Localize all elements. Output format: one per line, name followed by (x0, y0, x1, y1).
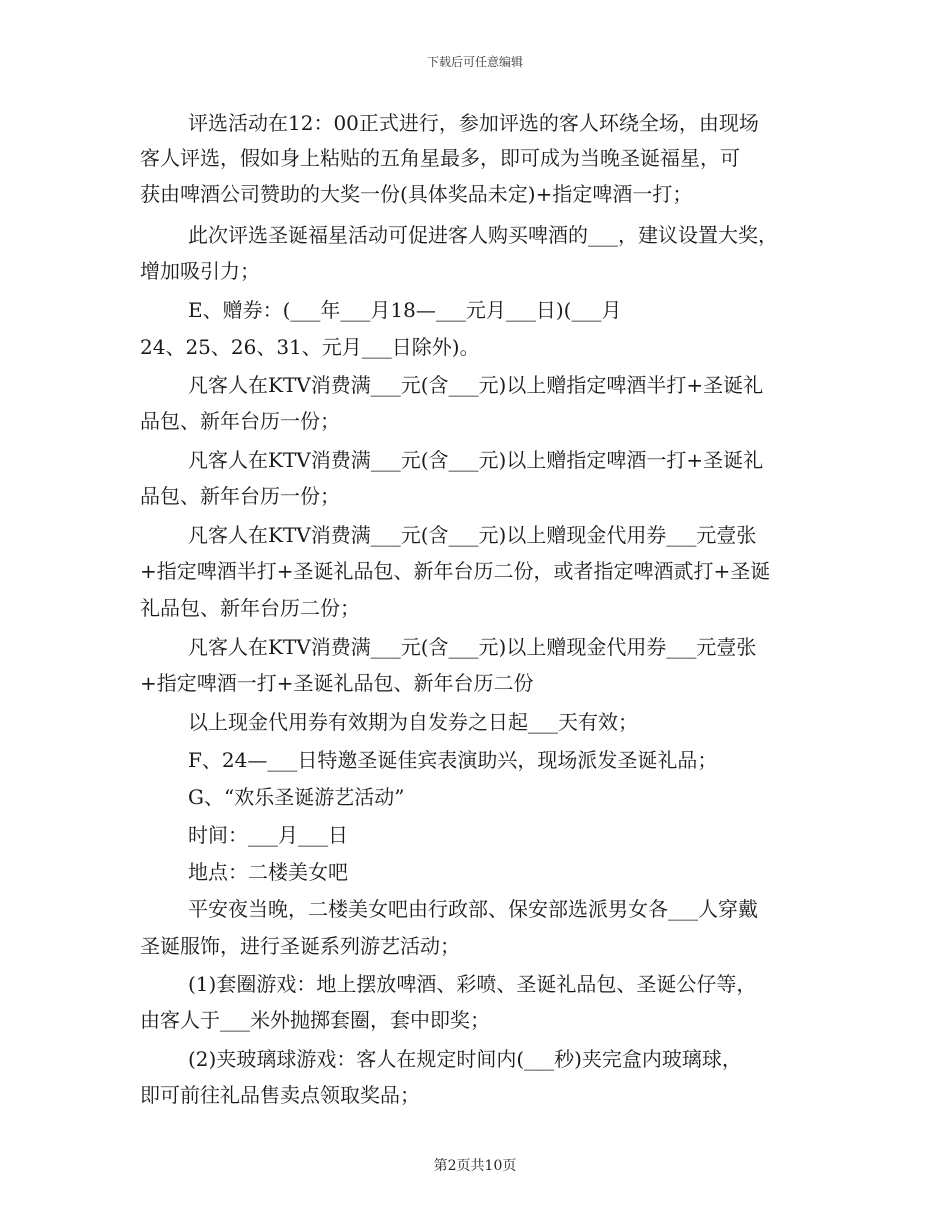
page-header: 下载后可任意编辑 (426, 55, 523, 69)
paragraph-line: 凡客人在KTV消费满___元(含___元)以上赠现金代用券___元壹张 (188, 635, 757, 659)
paragraph-line: 以上现金代用券有效期为自发券之日起___天有效； (188, 710, 638, 734)
paragraph-line: 评选活动在12：00正式进行，参加评选的客人环绕全场，由现场 (188, 111, 759, 135)
paragraph-line: 地点：二楼美女吧 (188, 860, 348, 884)
paragraph-line: +指定啤酒半打+圣诞礼品包、新年台历二份，或者指定啤酒贰打+圣诞 (140, 559, 771, 583)
paragraph-line: 增加吸引力； (140, 259, 260, 283)
paragraph-line: 礼品包、新年台历二份； (140, 596, 360, 620)
paragraph-line: 此次评选圣诞福星活动可促进客人购买啤酒的___，建议设置大奖， (188, 223, 778, 247)
paragraph-line: 凡客人在KTV消费满___元(含___元)以上赠现金代用券___元壹张 (188, 523, 757, 547)
paragraph-line: 24、25、26、31、元月___日除外)。 (140, 335, 480, 359)
paragraph-line: 时间：___月___日 (188, 823, 348, 847)
paragraph-line: 获由啤酒公司赞助的大奖一份(具体奖品未定)+指定啤酒一打； (140, 182, 693, 206)
paragraph-line: 凡客人在KTV消费满___元(含___元)以上赠指定啤酒一打+圣诞礼 (188, 448, 764, 472)
paragraph-line: E、赠券：(___年___月18—___元月___日)(___月 (188, 298, 622, 322)
paragraph-line: 即可前往礼品售卖点领取奖品； (140, 1083, 420, 1107)
paragraph-line: 客人评选，假如身上粘贴的五角星最多，即可成为当晚圣诞福星，可 (140, 146, 740, 170)
paragraph-line: 圣诞服饰，进行圣诞系列游艺活动； (140, 934, 460, 958)
paragraph-line: 品包、新年台历一份； (140, 409, 340, 433)
page-number: 第2页共10页 (433, 1158, 517, 1174)
paragraph-line: F、24—___日特邀圣诞佳宾表演助兴，现场派发圣诞礼品； (188, 748, 718, 772)
paragraph-line: 平安夜当晚，二楼美女吧由行政部、保安部选派男女各___人穿戴 (188, 897, 758, 921)
paragraph-line: G、“欢乐圣诞游艺活动” (188, 785, 405, 809)
paragraph-line: +指定啤酒一打+圣诞礼品包、新年台历二份 (140, 671, 534, 695)
paragraph-line: 凡客人在KTV消费满___元(含___元)以上赠指定啤酒半打+圣诞礼 (188, 373, 764, 397)
paragraph-line: 由客人于___米外抛掷套圈，套中即奖； (140, 1008, 490, 1032)
paragraph-line: 品包、新年台历一份； (140, 484, 340, 508)
paragraph-line: (2)夹玻璃球游戏：客人在规定时间内(___秒)夹完盒内玻璃球， (188, 1047, 742, 1071)
paragraph-line: (1)套圈游戏：地上摆放啤酒、彩喷、圣诞礼品包、圣诞公仔等， (188, 972, 757, 996)
